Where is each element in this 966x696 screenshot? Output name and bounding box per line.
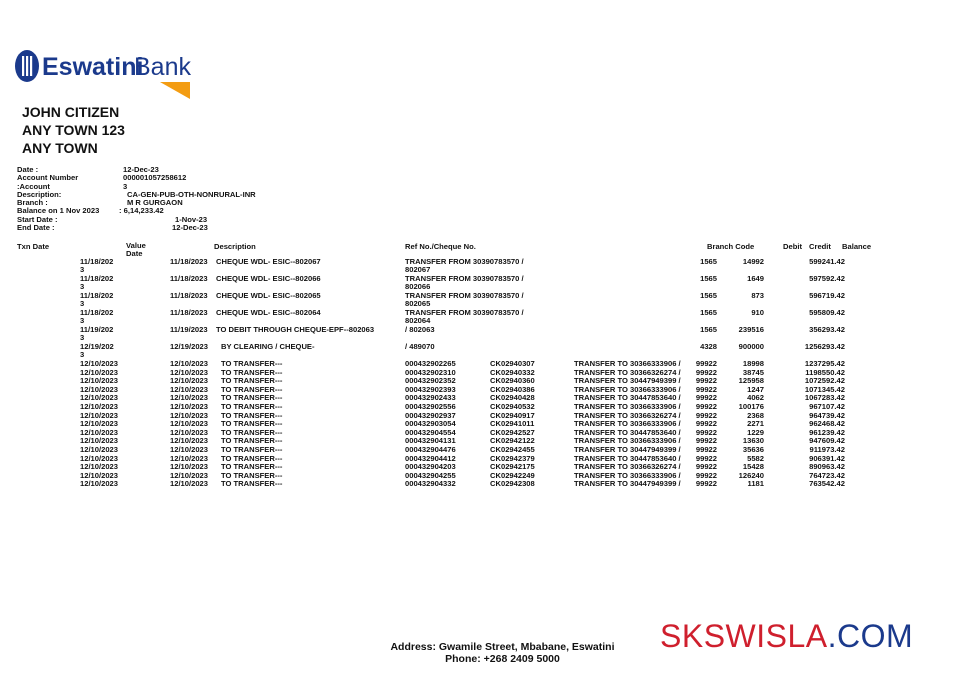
debit: 126240 bbox=[738, 470, 764, 480]
balance: 961239.42 bbox=[809, 427, 845, 437]
meta-value: : 6,14,233.42 bbox=[119, 206, 164, 216]
txn-date: 12/10/2023 bbox=[80, 453, 119, 463]
transfer-to: TRANSFER TO 30447853640 / bbox=[574, 393, 681, 403]
ref: TRANSFER FROM 30390783570 / bbox=[405, 274, 524, 283]
txn-date: 11/18/202 bbox=[80, 308, 114, 317]
description: TO TRANSFER--- bbox=[221, 462, 283, 472]
customer-line: JOHN CITIZEN bbox=[22, 104, 120, 120]
txn-date-cont: 3 bbox=[80, 333, 85, 342]
branch-code: 1565 bbox=[700, 257, 717, 266]
ref: 000432902310 bbox=[405, 367, 456, 377]
branch-code: 1565 bbox=[700, 308, 717, 317]
cheque-no: CK02942122 bbox=[490, 436, 535, 446]
branch-code: 4328 bbox=[700, 342, 717, 351]
meta-value: 1-Nov-23 bbox=[175, 214, 208, 224]
branch-code: 99922 bbox=[695, 479, 717, 489]
debit: 2271 bbox=[747, 419, 764, 429]
balance: 1256293.42 bbox=[804, 342, 845, 351]
txn-date: 12/10/2023 bbox=[80, 462, 119, 472]
customer-line: ANY TOWN 123 bbox=[22, 122, 125, 138]
ref: 000432902556 bbox=[405, 402, 456, 411]
transfer-to: TRANSFER TO 30447853640 / bbox=[574, 427, 681, 437]
txn-date: 12/10/2023 bbox=[80, 479, 119, 489]
transfer-to: TRANSFER TO 30447949399 / bbox=[574, 376, 681, 386]
meta-label: End Date : bbox=[17, 223, 55, 233]
col-value-date: Value Date bbox=[126, 241, 146, 259]
debit: 2368 bbox=[747, 410, 764, 420]
branch-code: 99922 bbox=[695, 445, 717, 454]
description: TO TRANSFER--- bbox=[221, 436, 283, 446]
branch-code: 99922 bbox=[695, 367, 717, 377]
cheque-no: CK02940386 bbox=[490, 384, 535, 394]
description: TO TRANSFER--- bbox=[221, 376, 283, 386]
balance: 947609.42 bbox=[809, 436, 845, 446]
value-date: 11/18/2023 bbox=[170, 274, 208, 283]
txn-date: 12/10/2023 bbox=[80, 376, 119, 386]
cheque-no: CK02940532 bbox=[490, 402, 535, 411]
description: TO TRANSFER--- bbox=[221, 367, 283, 377]
col-ref: Ref No./Cheque No. bbox=[405, 242, 476, 251]
ref: 000432904476 bbox=[405, 445, 456, 454]
col-description: Description bbox=[214, 242, 256, 251]
meta-label: Start Date : bbox=[17, 214, 58, 224]
debit: 4062 bbox=[747, 393, 764, 403]
ref: TRANSFER FROM 30390783570 / bbox=[405, 257, 524, 266]
value-date: 12/10/2023 bbox=[170, 445, 209, 454]
description: TO TRANSFER--- bbox=[221, 470, 283, 480]
description: TO DEBIT THROUGH CHEQUE-EPF--802063 bbox=[216, 325, 375, 334]
meta-label: Description: bbox=[17, 189, 62, 199]
customer-line: ANY TOWN bbox=[22, 140, 98, 156]
txn-date: 12/10/2023 bbox=[80, 427, 119, 437]
branch-code: 99922 bbox=[695, 436, 717, 446]
transfer-to: TRANSFER TO 30447853640 / bbox=[574, 453, 681, 463]
ref: 000432902352 bbox=[405, 376, 456, 386]
branch-code: 99922 bbox=[695, 402, 717, 411]
value-date: 12/19/2023 bbox=[170, 342, 209, 351]
value-date: 12/10/2023 bbox=[170, 470, 209, 480]
watermark bbox=[660, 618, 913, 655]
watermark-main: SKSWISLA bbox=[660, 618, 828, 654]
cheque-no: CK02942455 bbox=[490, 445, 535, 454]
value-date: 12/10/2023 bbox=[170, 479, 209, 489]
txn-date-cont: 3 bbox=[80, 316, 85, 325]
txn-date: 11/18/202 bbox=[80, 274, 114, 283]
description: TO TRANSFER--- bbox=[221, 402, 283, 411]
transfer-to: TRANSFER TO 30366326274 / bbox=[574, 367, 681, 377]
branch-code: 99922 bbox=[695, 427, 717, 437]
footer-address: Address: Gwamile Street, Mbabane, Eswatini bbox=[390, 641, 615, 653]
description: CHEQUE WDL- ESIC--802064 bbox=[216, 308, 321, 317]
balance: 1072592.42 bbox=[804, 376, 845, 386]
description: TO TRANSFER--- bbox=[221, 410, 283, 420]
col-branch-code: Branch Code bbox=[707, 242, 755, 251]
txn-date: 12/10/2023 bbox=[80, 445, 119, 454]
description: TO TRANSFER--- bbox=[221, 427, 283, 437]
ref: 000432904203 bbox=[405, 462, 456, 472]
txn-date-cont: 3 bbox=[80, 282, 85, 291]
txn-date: 12/10/2023 bbox=[80, 402, 119, 411]
ref-cont: 802065 bbox=[405, 299, 431, 308]
meta-value: 3 bbox=[123, 181, 128, 191]
meta-label: :Account bbox=[17, 181, 50, 191]
col-debit: Debit bbox=[783, 242, 802, 251]
branch-code: 99922 bbox=[695, 470, 717, 480]
debit: 910 bbox=[751, 308, 764, 317]
balance: 1198550.42 bbox=[805, 367, 845, 377]
debit: 38745 bbox=[742, 367, 764, 377]
meta-value: CA-GEN-PUB-OTH-NONRURAL-INR bbox=[127, 189, 256, 199]
value-date: 12/10/2023 bbox=[170, 410, 209, 420]
txn-date: 12/10/2023 bbox=[80, 410, 119, 420]
balance: 911973.42 bbox=[809, 445, 845, 454]
value-date: 12/10/2023 bbox=[170, 419, 209, 429]
debit: 13630 bbox=[742, 436, 764, 446]
txn-date: 11/19/202 bbox=[80, 325, 114, 334]
branch-code: 99922 bbox=[695, 419, 717, 429]
transfer-to: TRANSFER TO 30447949399 / bbox=[574, 479, 681, 489]
description: CHEQUE WDL- ESIC--802065 bbox=[216, 291, 321, 300]
col-balance: Balance bbox=[842, 242, 872, 251]
transfer-to: TRANSFER TO 30366333906 / bbox=[574, 359, 681, 368]
meta-value: 12-Dec-23 bbox=[172, 223, 208, 233]
ref: 000432902937 bbox=[405, 410, 456, 420]
txn-date: 12/10/2023 bbox=[80, 470, 119, 480]
value-date: 11/19/2023 bbox=[170, 325, 208, 334]
value-date: 11/18/2023 bbox=[170, 308, 208, 317]
bank-name-light: Bank bbox=[134, 53, 191, 81]
watermark-tld: .COM bbox=[827, 618, 914, 654]
txn-date: 12/19/202 bbox=[80, 342, 114, 351]
transfer-to: TRANSFER TO 30366326274 / bbox=[574, 410, 681, 420]
description: TO TRANSFER--- bbox=[221, 479, 283, 489]
txn-date: 11/18/202 bbox=[80, 291, 114, 300]
meta-value: M R GURGAON bbox=[127, 198, 183, 208]
balance: 1071345.42 bbox=[804, 384, 845, 394]
ref: 000432902393 bbox=[405, 384, 456, 394]
value-date: 12/10/2023 bbox=[170, 359, 209, 368]
balance: 596719.42 bbox=[809, 291, 845, 300]
balance: 1237295.42 bbox=[804, 359, 845, 368]
balance: 763542.42 bbox=[809, 479, 845, 489]
transfer-to: TRANSFER TO 30366333906 / bbox=[574, 470, 681, 480]
txn-date: 12/10/2023 bbox=[80, 367, 119, 377]
description: TO TRANSFER--- bbox=[221, 393, 283, 403]
cheque-no: CK02942527 bbox=[490, 427, 535, 437]
cheque-no: CK02942175 bbox=[490, 462, 535, 472]
cheque-no: CK02942379 bbox=[490, 453, 535, 463]
cheque-no: CK02942249 bbox=[490, 470, 535, 480]
value-date: 12/10/2023 bbox=[170, 462, 209, 472]
meta-label: Balance on 1 Nov 2023 bbox=[17, 206, 100, 216]
value-date: 12/10/2023 bbox=[170, 436, 209, 446]
description: BY CLEARING / CHEQUE- bbox=[221, 342, 315, 351]
ref: 000432902433 bbox=[405, 393, 456, 403]
txn-date: 12/10/2023 bbox=[80, 436, 119, 446]
balance: 597592.42 bbox=[809, 274, 845, 283]
value-date: 12/10/2023 bbox=[170, 402, 209, 411]
cheque-no: CK02941011 bbox=[490, 419, 535, 429]
footer-phone: Phone: +268 2409 5000 bbox=[445, 653, 560, 665]
description: TO TRANSFER--- bbox=[221, 453, 283, 463]
balance: 599241.42 bbox=[809, 257, 845, 266]
meta-value: 000001057258612 bbox=[123, 173, 187, 183]
description: CHEQUE WDL- ESIC--802067 bbox=[216, 257, 321, 266]
branch-code: 99922 bbox=[695, 376, 717, 386]
transfer-to: TRANSFER TO 30366333906 / bbox=[574, 436, 681, 446]
branch-code: 99922 bbox=[695, 462, 717, 472]
bank-name-bold: Eswatini bbox=[42, 53, 144, 81]
branch-code: 99922 bbox=[695, 410, 717, 420]
meta-value: 12-Dec-23 bbox=[123, 165, 159, 174]
value-date: 12/10/2023 bbox=[170, 384, 209, 394]
cheque-no: CK02940307 bbox=[490, 359, 535, 368]
txn-date-cont: 3 bbox=[80, 265, 85, 274]
debit: 900000 bbox=[738, 342, 764, 351]
transfer-to: TRANSFER TO 30366333906 / bbox=[574, 384, 681, 394]
balance: 962468.42 bbox=[809, 419, 845, 429]
debit: 239516 bbox=[738, 325, 764, 334]
txn-date-cont: 3 bbox=[80, 350, 85, 359]
balance: 890963.42 bbox=[809, 462, 845, 472]
txn-date-cont: 3 bbox=[80, 299, 85, 308]
ref: 000432904131 bbox=[405, 436, 456, 446]
txn-date: 12/10/2023 bbox=[80, 419, 119, 429]
debit: 873 bbox=[751, 291, 764, 300]
transfer-to: TRANSFER TO 30366333906 / bbox=[574, 419, 681, 429]
ref-cont: 802067 bbox=[405, 265, 431, 274]
value-date: 12/10/2023 bbox=[170, 393, 209, 403]
transfer-to: TRANSFER TO 30366333906 / bbox=[574, 402, 681, 411]
branch-code: 99922 bbox=[695, 393, 717, 403]
cheque-no: CK02940917 bbox=[490, 410, 535, 420]
debit: 100176 bbox=[738, 402, 764, 411]
debit: 1649 bbox=[747, 274, 764, 283]
debit: 18998 bbox=[742, 359, 764, 368]
value-date: 11/18/2023 bbox=[170, 257, 208, 266]
debit: 14992 bbox=[742, 257, 764, 266]
balance: 595809.42 bbox=[809, 308, 845, 317]
cheque-no: CK02942308 bbox=[490, 479, 535, 489]
txn-date: 12/10/2023 bbox=[80, 359, 119, 368]
txn-date: 12/10/2023 bbox=[80, 393, 119, 403]
balance: 906391.42 bbox=[809, 453, 845, 463]
ref-cont: 802064 bbox=[405, 316, 431, 325]
meta-label: Date : bbox=[17, 165, 39, 174]
branch-code: 1565 bbox=[700, 274, 717, 283]
cheque-no: CK02940360 bbox=[490, 376, 535, 386]
footer bbox=[380, 641, 625, 665]
value-date: 12/10/2023 bbox=[170, 427, 209, 437]
ref-cont: 802066 bbox=[405, 282, 431, 291]
balance: 964739.42 bbox=[809, 410, 845, 420]
cheque-no: CK02940428 bbox=[490, 393, 535, 403]
ref: TRANSFER FROM 30390783570 / bbox=[405, 291, 524, 300]
ref: TRANSFER FROM 30390783570 / bbox=[405, 308, 524, 317]
txn-date: 12/10/2023 bbox=[80, 384, 119, 394]
balance: 1067283.42 bbox=[804, 393, 845, 403]
branch-code: 99922 bbox=[695, 384, 717, 394]
col-credit: Credit bbox=[809, 242, 831, 251]
debit: 15428 bbox=[742, 462, 764, 472]
description: CHEQUE WDL- ESIC--802066 bbox=[216, 274, 321, 283]
transfer-to: TRANSFER TO 30447949399 / bbox=[574, 445, 681, 454]
debit: 5582 bbox=[747, 453, 764, 463]
value-date: 12/10/2023 bbox=[170, 453, 209, 463]
debit: 1247 bbox=[747, 384, 764, 394]
branch-code: 1565 bbox=[700, 291, 717, 300]
description: TO TRANSFER--- bbox=[221, 419, 283, 429]
ref: 000432904255 bbox=[405, 470, 456, 480]
balance: 764723.42 bbox=[809, 470, 845, 480]
ref: / 489070 bbox=[405, 342, 435, 351]
txn-date: 11/18/202 bbox=[80, 257, 114, 266]
ref: 000432904412 bbox=[405, 453, 456, 463]
balance: 356293.42 bbox=[809, 325, 845, 334]
debit: 1229 bbox=[747, 427, 764, 437]
description: TO TRANSFER--- bbox=[221, 384, 283, 394]
description: TO TRANSFER--- bbox=[221, 445, 283, 454]
meta-label: Account Number bbox=[17, 173, 79, 183]
ref: 000432904332 bbox=[405, 479, 456, 489]
ref: / 802063 bbox=[405, 325, 435, 334]
transfer-to: TRANSFER TO 30366326274 / bbox=[574, 462, 681, 472]
debit: 125958 bbox=[738, 376, 764, 386]
value-date: 12/10/2023 bbox=[170, 367, 209, 377]
value-date: 11/18/2023 bbox=[170, 291, 208, 300]
debit: 1181 bbox=[747, 479, 764, 489]
ref: 000432902265 bbox=[405, 359, 456, 368]
balance: 967107.42 bbox=[809, 402, 845, 411]
debit: 35636 bbox=[742, 445, 764, 454]
value-date: 12/10/2023 bbox=[170, 376, 209, 386]
description: TO TRANSFER--- bbox=[221, 359, 283, 368]
branch-code: 1565 bbox=[700, 325, 717, 334]
cheque-no: CK02940332 bbox=[490, 367, 535, 377]
branch-code: 99922 bbox=[695, 359, 717, 368]
branch-code: 99922 bbox=[695, 453, 717, 463]
meta-label: Branch : bbox=[17, 198, 48, 208]
col-txn-date: Txn Date bbox=[17, 242, 50, 251]
ref: 000432903054 bbox=[405, 419, 456, 429]
ref: 000432904554 bbox=[405, 427, 456, 437]
